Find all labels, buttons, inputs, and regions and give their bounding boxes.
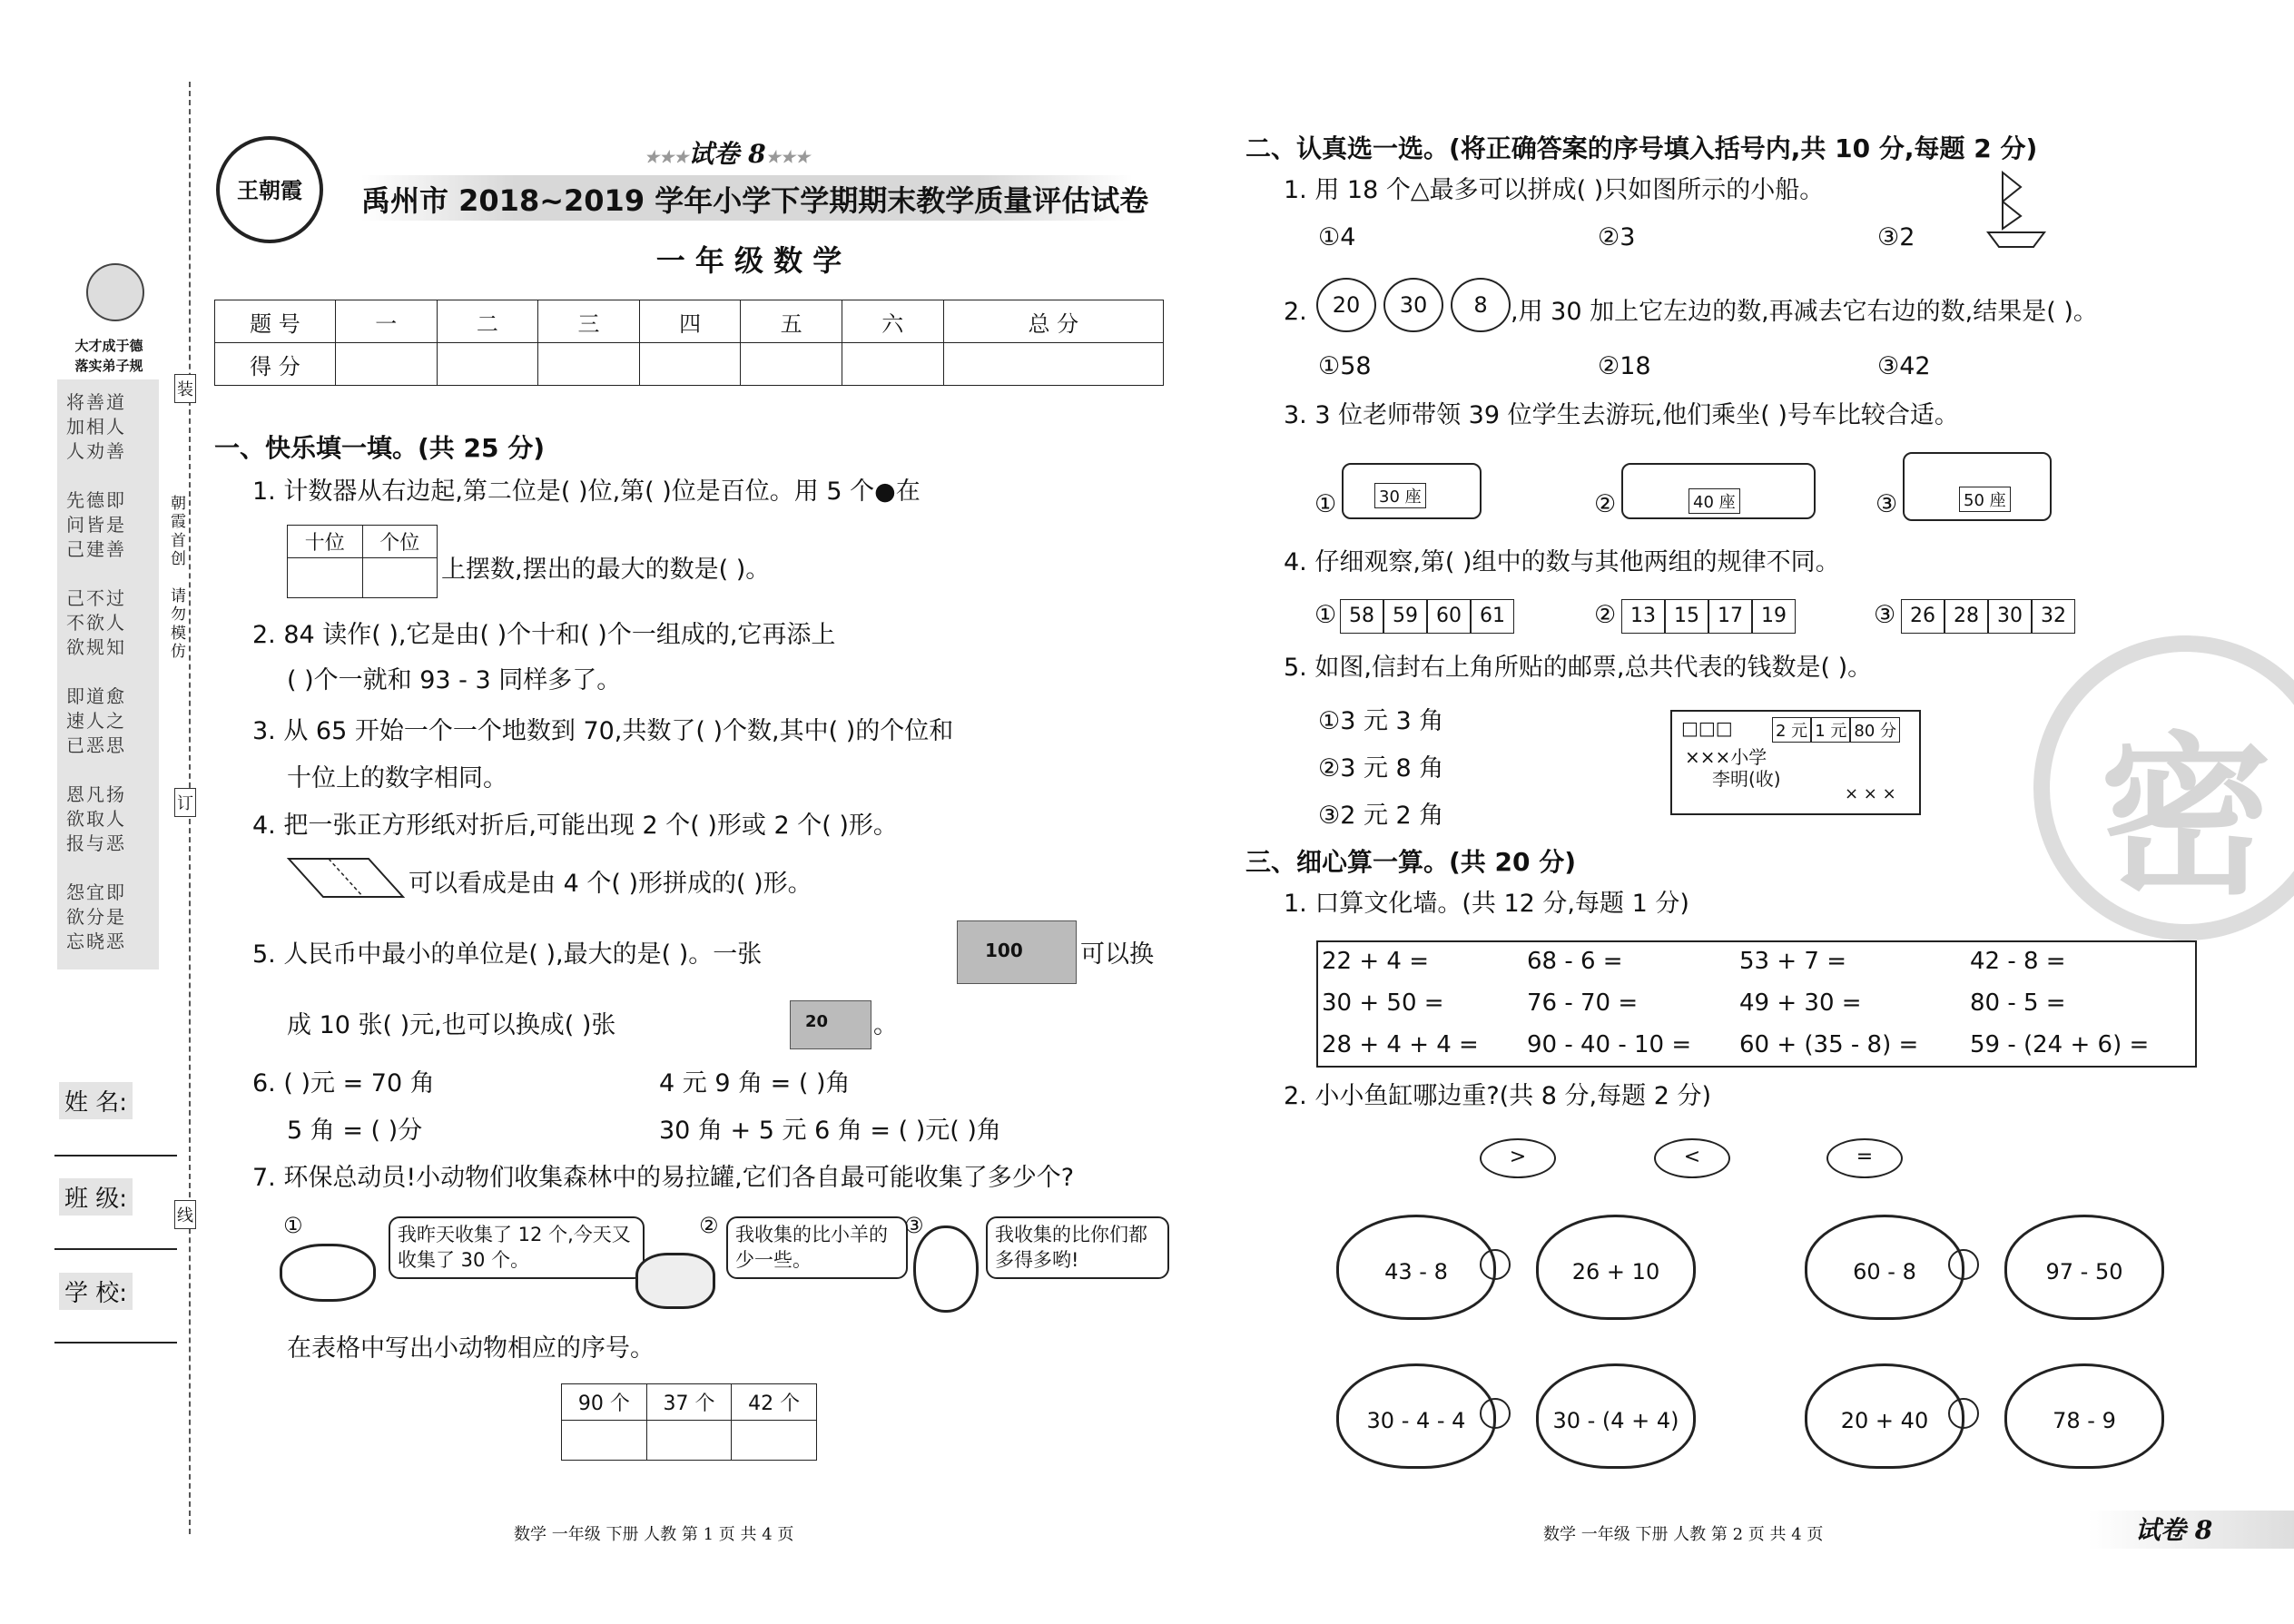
p2-q4-group1: [1340, 599, 1514, 634]
binding-mark-zhuang: 装: [174, 374, 196, 403]
p2-q4-opt3[interactable]: ③: [1874, 601, 1896, 629]
stamps: [1772, 717, 1900, 743]
calc-item: 76 - 70 =: [1527, 989, 1639, 1017]
p2-q5-opt2[interactable]: ②3 元 8 角: [1318, 754, 1444, 782]
apple-2-value: 30: [1399, 292, 1428, 318]
binding-mark-xian: 线: [174, 1200, 196, 1229]
watermark-seal: [2033, 635, 2294, 940]
score-cell[interactable]: [741, 343, 842, 386]
p2-q3-opt2-num[interactable]: ②: [1594, 490, 1617, 518]
p3-q1: 1. 口算文化墙。(共 12 分,每题 1 分): [1284, 890, 1689, 918]
p2-q4-opt2[interactable]: ②: [1594, 601, 1617, 629]
num-cell: 58: [1340, 599, 1383, 634]
num-cell: 17: [1708, 599, 1752, 634]
p1-q1-place-table: [287, 525, 438, 598]
p1-q1-line2: 上摆数,摆出的最大的数是( )。: [441, 556, 771, 584]
bowl-expression: 78 - 9: [2053, 1408, 2116, 1433]
part1-heading: 一、快乐填一填。(共 25 分): [214, 433, 546, 463]
bubble2-number: ②: [699, 1213, 719, 1238]
apple-1-value: 20: [1332, 292, 1361, 318]
fish-greater-icon: >: [1480, 1138, 1556, 1178]
calc-item: 22 + 4 =: [1322, 948, 1429, 975]
num-cell: 15: [1665, 599, 1708, 634]
envelope: [1670, 710, 1921, 815]
motto-2: 落实弟子规: [74, 358, 143, 374]
num-cell: 32: [2032, 599, 2075, 634]
p2-q2-opt1[interactable]: ①58: [1318, 352, 1372, 380]
p1-q7-answer[interactable]: [646, 1421, 732, 1461]
p2-q3: 3. 3 位老师带领 39 位学生去游玩,他们乘坐( )号车比较合适。: [1284, 401, 1959, 429]
apple-icon: [1451, 278, 1511, 332]
fish-bowl: [1805, 1363, 1964, 1469]
banknote-100-value: 100: [985, 940, 1023, 961]
p2-q2-num: 2.: [1284, 298, 1307, 326]
num-cell: 59: [1383, 599, 1427, 634]
bus-1-label: 30 座: [1374, 483, 1426, 508]
num-cell: 61: [1471, 599, 1514, 634]
p1-q3-line2: 十位上的数字相同。: [287, 764, 507, 792]
binding-note: 朝 霞 首 创 请 勿 模 仿: [171, 495, 186, 662]
fish-bowl: [1805, 1215, 1964, 1320]
watermark-text: 密: [2099, 715, 2272, 918]
bowl-expression: 20 + 40: [1840, 1408, 1929, 1433]
bubble-sheep: [389, 1216, 645, 1279]
p1-q1-line1: 1. 计数器从右边起,第二位是( )位,第( )位是百位。用 5 个●在: [252, 477, 921, 506]
binding-mark-ding: 订: [174, 788, 196, 817]
p2-q3-opt1-num[interactable]: ①: [1314, 490, 1337, 518]
calc-item: 53 + 7 =: [1739, 948, 1846, 975]
bus-2-label: 40 座: [1689, 488, 1740, 514]
p2-q4-group2: [1621, 599, 1796, 634]
footer-right: 数学 一年级 下册 人教 第 2 页 共 4 页: [1543, 1525, 1824, 1544]
bus-icon: [1342, 463, 1482, 519]
calc-item: 49 + 30 =: [1739, 989, 1862, 1017]
fish-equal-icon: =: [1826, 1138, 1903, 1178]
brand-logo: [216, 136, 323, 243]
bubble1-number: ①: [283, 1213, 303, 1238]
p2-q2-opt2[interactable]: ②18: [1598, 352, 1651, 380]
paper-tag: ★★★试卷 8★★★: [645, 139, 811, 169]
brand-logo-text: 王朝霞: [237, 177, 302, 203]
tiger-icon: [635, 1253, 715, 1309]
bubble-monkey: [986, 1216, 1169, 1279]
compare-circle[interactable]: [1948, 1398, 1979, 1429]
fish-bowl: [1336, 1363, 1496, 1469]
stamp-2-yuan: 2 元: [1772, 717, 1811, 743]
score-cell[interactable]: [336, 343, 438, 386]
p2-q3-opt3-num[interactable]: ③: [1876, 490, 1898, 518]
fish-less-icon: <: [1654, 1138, 1730, 1178]
score-cell[interactable]: [943, 343, 1163, 386]
score-header-2: 二: [437, 300, 538, 343]
p2-q1-opt2[interactable]: ②3: [1598, 223, 1636, 251]
p1-q6-a1: 6. ( )元 = 70 角: [252, 1069, 435, 1097]
p2-q2: ,用 30 加上它左边的数,再减去它右边的数,结果是( )。: [1511, 298, 2098, 326]
compare-circle[interactable]: [1480, 1249, 1511, 1280]
p1-q3-line1: 3. 从 65 开始一个一个地数到 70,共数了( )个数,其中( )的个位和: [252, 717, 954, 745]
banknote-100-icon: [957, 920, 1077, 984]
envelope-school: ×××小学: [1685, 746, 1767, 768]
name-field[interactable]: [54, 1155, 177, 1156]
p2-q4-opt1[interactable]: ①: [1314, 601, 1337, 629]
num-cell: 19: [1752, 599, 1796, 634]
bowl-expression: 30 - (4 + 4): [1552, 1408, 1679, 1433]
p1-q6-b1: 5 角 = ( )分: [287, 1117, 423, 1145]
calc-item: 28 + 4 + 4 =: [1322, 1031, 1479, 1058]
bowl-expression: 26 + 10: [1571, 1259, 1660, 1284]
p2-q1: 1. 用 18 个△最多可以拼成( )只如图所示的小船。: [1284, 176, 1825, 204]
compare-circle[interactable]: [1948, 1249, 1979, 1280]
score-cell[interactable]: [639, 343, 741, 386]
banknote-20-icon: [790, 1000, 871, 1049]
postcode-boxes: □□□: [1681, 717, 1733, 739]
p3-q2: 2. 小小鱼缸哪边重?(共 8 分,每题 2 分): [1284, 1082, 1712, 1110]
num-cell: 28: [1944, 599, 1988, 634]
fish-bowl: [2004, 1215, 2164, 1320]
p2-q5: 5. 如图,信封右上角所贴的邮票,总共代表的钱数是( )。: [1284, 654, 1873, 682]
score-header-6: 六: [842, 300, 943, 343]
p1-q7-answer[interactable]: [562, 1421, 647, 1461]
score-header-5: 五: [741, 300, 842, 343]
exam-title: 禹州市 2018~2019 学年小学下学期期末教学质量评估试卷: [361, 183, 1149, 218]
fish-bowl: [2004, 1363, 2164, 1469]
mascot-icon: [86, 263, 144, 321]
p1-q7-instruction: 在表格中写出小动物相应的序号。: [287, 1334, 655, 1363]
score-header-4: 四: [639, 300, 741, 343]
part2-heading: 二、认真选一选。(将正确答案的序号填入括号内,共 10 分,每题 2 分): [1245, 133, 2038, 163]
compare-circle[interactable]: [1480, 1398, 1511, 1429]
calc-item: 42 - 8 =: [1970, 948, 2066, 975]
envelope-marks: × × ×: [1845, 784, 1896, 803]
bubble3-number: ③: [904, 1213, 924, 1238]
p2-q1-opt1[interactable]: ①4: [1318, 223, 1356, 251]
sidebar: [50, 254, 168, 980]
num-cell: 30: [1988, 599, 2032, 634]
sidebar-column-1: 将善道 加相人 人劝善 先德即 问皆是 己建善 己不过 不欲人 欲规知 即道愈 速人之 已恶思 恩凡扬 欲取人 报与恶 怨宜即 欲分是 忘晓恶: [66, 391, 126, 952]
banknote-20-value: 20: [805, 1012, 829, 1031]
footer-left: 数学 一年级 下册 人教 第 1 页 共 4 页: [514, 1525, 794, 1544]
sheep-icon: [280, 1244, 376, 1302]
score-cell[interactable]: [842, 343, 943, 386]
num-cell: 60: [1427, 599, 1471, 634]
p1-q2-line1: 2. 84 读作( ),它是由( )个十和( )个一组成的,它再添上: [252, 621, 836, 649]
p1-q5-line1: 5. 人民币中最小的单位是( ),最大的是( )。一张: [252, 940, 763, 969]
bubble1-text: 我昨天收集了 12 个,今天又收集了 30 个。: [398, 1224, 631, 1272]
name-label: 姓 名:: [59, 1082, 133, 1119]
p1-q7-table: [561, 1383, 817, 1461]
stamp-1-yuan: 1 元: [1811, 717, 1850, 743]
calc-item: 90 - 40 - 10 =: [1527, 1031, 1692, 1058]
p1-q7-col-90: 90 个: [562, 1384, 647, 1421]
boat-icon: [1984, 169, 2048, 251]
bubble-tiger: [726, 1216, 908, 1279]
score-header-1: 一: [336, 300, 438, 343]
calc-item: 60 + (35 - 8) =: [1739, 1031, 1919, 1058]
part3-heading: 三、细心算一算。(共 20 分): [1245, 847, 1577, 877]
num-cell: 26: [1901, 599, 1944, 634]
school-label: 学 校:: [59, 1273, 133, 1310]
p1-q1-tens-cell[interactable]: [288, 558, 363, 598]
p1-q5-line1-end: 可以换: [1080, 940, 1154, 969]
calc-item: 80 - 5 =: [1970, 989, 2066, 1017]
p1-q1-ones-cell[interactable]: [362, 558, 438, 598]
fish-bowl: [1336, 1215, 1496, 1320]
score-cell[interactable]: [538, 343, 640, 386]
bus-3-label: 50 座: [1959, 487, 2011, 512]
calc-item: 68 - 6 =: [1527, 948, 1623, 975]
p2-q5-opt3[interactable]: ③2 元 2 角: [1318, 802, 1444, 830]
apple-icon: [1316, 278, 1376, 332]
motto-1: 大才成于德: [74, 338, 143, 354]
p1-q6-b2: 30 角 + 5 元 6 角 = ( )元( )角: [659, 1117, 1001, 1145]
bus-icon: [1621, 463, 1816, 519]
p1-q5-line2: 成 10 张( )元,也可以换成( )张: [287, 1011, 616, 1039]
p2-q1-opt3[interactable]: ③2: [1877, 223, 1915, 251]
p1-q7-answer[interactable]: [732, 1421, 817, 1461]
p1-q7-col-37: 37 个: [646, 1384, 732, 1421]
p1-q1-ones-header: 个位: [362, 526, 438, 558]
p1-q2-line2: ( )个一就和 93 - 3 同样多了。: [287, 666, 622, 694]
bubble3-text: 我收集的比你们都多得多哟!: [995, 1224, 1147, 1272]
score-header-total: 总 分: [943, 300, 1163, 343]
score-row-label: 得 分: [215, 343, 336, 386]
bowl-expression: 30 - 4 - 4: [1366, 1408, 1466, 1433]
paper-tag-text: 试卷 8: [688, 139, 766, 169]
p2-q4-group3: [1901, 599, 2075, 634]
score-cell[interactable]: [437, 343, 538, 386]
class-field[interactable]: [54, 1248, 177, 1250]
bubble2-text: 我收集的比小羊的少一些。: [735, 1224, 888, 1272]
p2-q4: 4. 仔细观察,第( )组中的数与其他两组的规律不同。: [1284, 548, 1840, 576]
envelope-recipient: 李明(收): [1712, 768, 1781, 790]
calc-item: 30 + 50 =: [1322, 989, 1444, 1017]
bowl-expression: 60 - 8: [1853, 1259, 1916, 1284]
num-cell: 13: [1621, 599, 1665, 634]
apple-3-value: 8: [1473, 292, 1488, 318]
school-field[interactable]: [54, 1342, 177, 1343]
fish-bowl: [1536, 1363, 1696, 1469]
p1-q4-line2: 可以看成是由 4 个( )形拼成的( )形。: [409, 870, 812, 898]
score-header-3: 三: [538, 300, 640, 343]
class-label: 班 级:: [59, 1178, 133, 1216]
monkey-icon: [913, 1225, 979, 1313]
score-table: [214, 300, 1164, 386]
footer-tag: 试卷 8: [2135, 1515, 2213, 1545]
p1-q6-a2: 4 元 9 角 = ( )角: [659, 1069, 851, 1097]
calc-item: 59 - (24 + 6) =: [1970, 1031, 2150, 1058]
p1-q4-line1: 4. 把一张正方形纸对折后,可能出现 2 个( )形或 2 个( )形。: [252, 812, 898, 840]
stamp-80-fen: 80 分: [1850, 717, 1900, 743]
p1-q7: 7. 环保总动员!小动物们收集森林中的易拉罐,它们各自最可能收集了多少个?: [252, 1164, 1075, 1192]
apple-icon: [1383, 278, 1443, 332]
p2-q2-opt3[interactable]: ③42: [1877, 352, 1931, 380]
fish-bowl: [1536, 1215, 1696, 1320]
p1-q1-tens-header: 十位: [288, 526, 363, 558]
p1-q5-line2-end: 。: [873, 1011, 898, 1039]
bowl-expression: 97 - 50: [2045, 1259, 2123, 1284]
p1-q7-col-42: 42 个: [732, 1384, 817, 1421]
bowl-expression: 43 - 8: [1384, 1259, 1448, 1284]
exam-subtitle: 一 年 级 数 学: [655, 243, 842, 278]
bus-icon: [1903, 452, 2052, 521]
p2-q5-opt1[interactable]: ①3 元 3 角: [1318, 707, 1444, 735]
score-header-label: 题 号: [215, 300, 336, 343]
parallelogram-icon: [287, 855, 405, 901]
